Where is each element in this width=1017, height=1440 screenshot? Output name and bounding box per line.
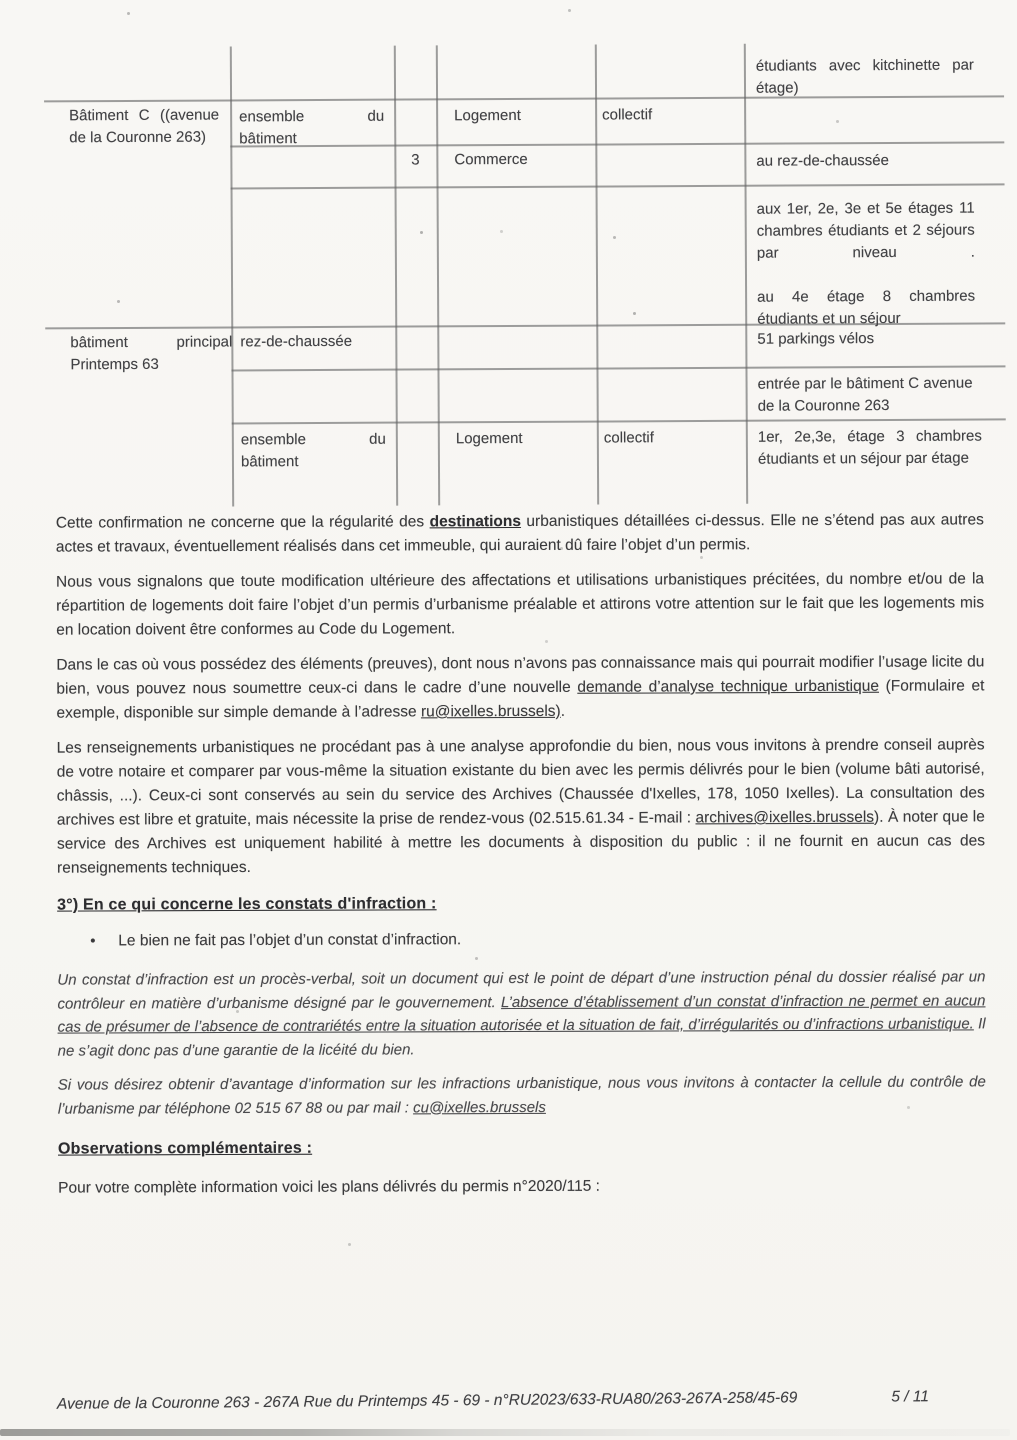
paragraph-preuves: Dans le cas où vous possédez des éléments (preuves), dont nous n’avons pas connaissance mais qui pourrait modifier l’usage licite du bien, vous pouvez nous soumettre ceux-ci dans le cadre d’une nouvelle demande d’analyse technique urbanistique (Formulaire et exemple, disponible sur simple demande à l’adresse ru@ixelles.brussels).	[56, 653, 985, 722]
table-vertical-rule	[595, 45, 599, 505]
paragraph-constat-definition: Un constat d’infraction est un procès-verbal, soit un document qui est le point de départ d’une instruction pénal du dossier réalisé par un contrôleur en matière d’urbanisme désigné par le gouvernement. L’absence d’établissement d’un constat d’infraction ne permet en aucun cas de présumer de l’absence de contrariétés entre la situation autorisée et la situation de fait, d’irrégularités ou d’infractions urbanistique. Il ne s’agit donc pas d’une garantie de la licéité du bien.	[57, 968, 986, 1060]
paragraph-confirmation: Cette confirmation ne concerne que la régularité des destinations urbanistiques détaillées ci-dessus. Elle ne s’étend pas aux autres actes et travaux, éventuellement réalisés dans cet immeuble, qui auraient dû faire l’objet d’un permis.	[55, 511, 984, 556]
scan-edge-band	[0, 1429, 1010, 1436]
table-vertical-rule	[230, 46, 234, 506]
cell-destination: Logement	[455, 429, 523, 448]
cell-detail: 1er, 2e,3e, étage 3 chambres étudiants et un séjour par étage	[757, 427, 982, 468]
paragraph-modification-notice: Nous vous signalons que toute modification ultérieure des affectations et utilisations urbanistiques précitées, du nombre et/ou de la répartition de logements doit faire l’objet d’un permis d’urbanisme préalable et attirons votre attention sur le fait que les logements mis en location doivent être conformes au Code du Logement.	[55, 570, 985, 639]
paragraph-contact-cellule: Si vous désirez obtenir d’avantage d’information sur les infractions urbanistique, nous vous invitons à contacter la cellule du contrôle de l’urbanisme par téléphone 02 515 67 88 ou par mail : cu@ixelles.brussels	[57, 1073, 986, 1118]
detail-floor-4: au 4e étage 8 chambres étudiants et un séjour	[757, 287, 976, 328]
cell-detail-floors	[757, 198, 976, 331]
destinations-table	[0, 42, 1017, 512]
section-heading-observations: Observations complémentaires :	[57, 1139, 313, 1158]
destinations-emphasis: destinations	[429, 512, 521, 531]
demande-analyse-emphasis: demande d’analyse technique urbanistique	[577, 677, 880, 696]
section-heading-infractions: 3°) En ce qui concerne les constats d'infraction :	[57, 895, 437, 914]
page-footer	[57, 1388, 929, 1414]
cell-type: collectif	[603, 429, 654, 447]
table-vertical-rule	[394, 46, 398, 506]
cell-detail: 51 parkings vélos	[757, 330, 875, 348]
absence-etablissement-emphasis: L’absence d’établissement d’un constat d’infraction ne permet en aucun cas de présumer de l’absence de contrariétés entre la situation autorisée et la situation de fait, d’irrégularités ou d’infractions urbanistique.	[57, 991, 986, 1036]
table-horizontal-rule	[232, 418, 1006, 424]
document-body	[56, 508, 986, 1211]
paragraph-renseignements: Les renseignements urbanistiques ne procédant pas à une analyse approfondie du bien, nous vous invitons à prendre conseil auprès de votre notaire et comparer par vous-même la situation existante du bien avec les permis délivrés pour le bien (volume bâti autorisé, châssis, ...). Ceux-ci sont conservés au sein du service des Archives (Chaussée d'Ixelles, 178, 1050 Ixelles). La consultation des archives est libre et gratuite, mais nécessite la prise de rendez-vous (02.515.61.34 - E-mail : archives@ixelles.brussels). À noter que le service des Archives est uniquement habilité à mettre les documents à disposition du public : il ne fournit en aucun cas des renseignements techniques.	[56, 736, 985, 877]
scan-speckles	[0, 0, 3, 3]
infraction-bullet-item	[57, 926, 985, 953]
cell-building-p-label: bâtiment principal Printemps 63	[70, 333, 233, 374]
table-horizontal-rule	[231, 183, 1005, 189]
table-vertical-rule	[744, 44, 748, 504]
ru-email-link: ru@ixelles.brussels)	[420, 702, 561, 721]
bullet-text: Le bien ne fait pas l’objet d’un constat d’infraction.	[118, 931, 462, 950]
cell-building-c-label: Bâtiment C ((avenue de la Couronne 263)	[69, 106, 220, 147]
cell-destination: Commerce	[454, 150, 528, 169]
table-vertical-rule	[436, 45, 440, 505]
cell-detail: au rez-de-chaussée	[756, 152, 890, 170]
cell-number: 3	[411, 151, 420, 169]
cell-portion: ensemble du bâtiment	[240, 430, 386, 471]
table-horizontal-rule	[231, 365, 1005, 371]
cell-type: collectif	[602, 106, 653, 124]
detail-floors-upper: aux 1er, 2e, 3e et 5e étages 11 chambres étudiants et 2 séjours par niveau .	[756, 199, 975, 262]
cell-carryover-detail: étudiants avec kitchinette par étage)	[755, 56, 974, 97]
cell-portion: rez-de-chaussée	[240, 332, 353, 351]
cu-email-link: cu@ixelles.brussels	[413, 1098, 546, 1116]
cell-detail-entrance: entrée par le bâtiment C avenue de la Couronne 263	[757, 374, 973, 415]
page-number: 5 / 11	[891, 1388, 930, 1406]
bullet-icon: •	[90, 932, 96, 950]
archives-email-link: archives@ixelles.brussels	[695, 808, 875, 827]
cell-portion: ensemble du bâtiment	[239, 107, 385, 148]
paragraph-plans-permis: Pour votre complète information voici les plans délivrés du permis n°2020/115 :	[58, 1177, 600, 1197]
cell-destination: Logement	[454, 106, 521, 125]
footer-address-reference: Avenue de la Couronne 263 - 267A Rue du Printemps 45 - 69 - n°RU2023/633-RUA80/263-267A-258/45-69	[56, 1389, 798, 1413]
